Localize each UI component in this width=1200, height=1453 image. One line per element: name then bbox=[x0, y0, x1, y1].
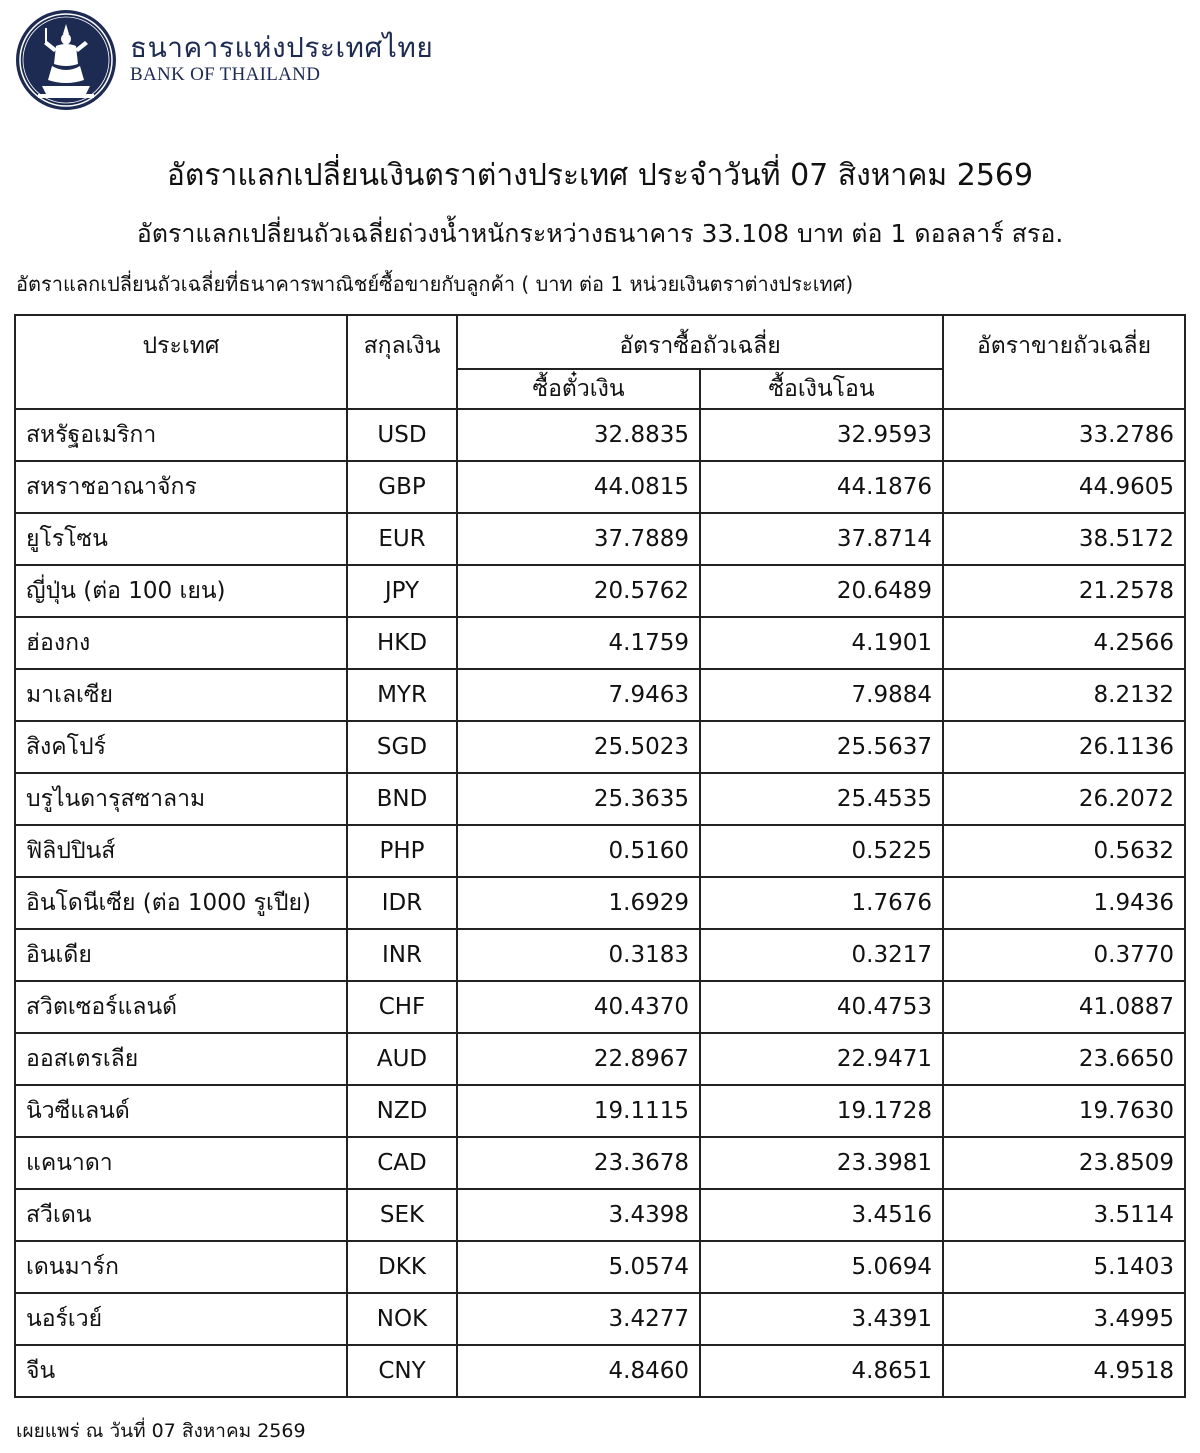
cell-buy-cash: 4.8460 bbox=[457, 1345, 700, 1397]
cell-country: อินโดนีเซีย (ต่อ 1000 รูเปีย) bbox=[15, 877, 347, 929]
cell-country: สิงคโปร์ bbox=[15, 721, 347, 773]
table-row bbox=[15, 565, 1185, 617]
page-subtitle: อัตราแลกเปลี่ยนถัวเฉลี่ยถ่วงน้ำหนักระหว่างธนาคาร 33.108 บาท ต่อ 1 ดอลลาร์ สรอ. bbox=[136, 219, 1064, 248]
cell-country: ยูโรโซน bbox=[15, 513, 347, 565]
cell-sell: 4.9518 bbox=[943, 1345, 1185, 1397]
cell-sell: 3.5114 bbox=[943, 1189, 1185, 1241]
cell-buy-transfer: 25.4535 bbox=[700, 773, 943, 825]
header-sell: อัตราขายถัวเฉลี่ย bbox=[943, 315, 1185, 409]
cell-currency: BND bbox=[347, 773, 457, 825]
header-buy-group: อัตราซื้อถัวเฉลี่ย bbox=[457, 315, 943, 369]
cell-country: ฮ่องกง bbox=[15, 617, 347, 669]
cell-currency: DKK bbox=[347, 1241, 457, 1293]
cell-buy-cash: 19.1115 bbox=[457, 1085, 700, 1137]
cell-currency: AUD bbox=[347, 1033, 457, 1085]
cell-sell: 4.2566 bbox=[943, 617, 1185, 669]
cell-country: สหราชอาณาจักร bbox=[15, 461, 347, 513]
header-country: ประเทศ bbox=[15, 315, 347, 409]
cell-currency: CHF bbox=[347, 981, 457, 1033]
cell-currency: EUR bbox=[347, 513, 457, 565]
cell-sell: 41.0887 bbox=[943, 981, 1185, 1033]
cell-buy-cash: 0.5160 bbox=[457, 825, 700, 877]
cell-currency: NOK bbox=[347, 1293, 457, 1345]
page-title: อัตราแลกเปลี่ยนเงินตราต่างประเทศ ประจำวันที่ 07 สิงหาคม 2569 bbox=[166, 158, 1034, 193]
bank-emblem-icon bbox=[14, 8, 118, 112]
cell-country: เดนมาร์ก bbox=[15, 1241, 347, 1293]
cell-buy-cash: 20.5762 bbox=[457, 565, 700, 617]
table-row bbox=[15, 825, 1185, 877]
cell-sell: 3.4995 bbox=[943, 1293, 1185, 1345]
table-row bbox=[15, 1345, 1185, 1397]
header-buy-transfer: ซื้อเงินโอน bbox=[700, 369, 943, 409]
cell-currency: JPY bbox=[347, 565, 457, 617]
cell-country: สวีเดน bbox=[15, 1189, 347, 1241]
cell-buy-cash: 25.3635 bbox=[457, 773, 700, 825]
table-row bbox=[15, 1293, 1185, 1345]
cell-buy-transfer: 4.8651 bbox=[700, 1345, 943, 1397]
table-note: อัตราแลกเปลี่ยนถัวเฉลี่ยที่ธนาคารพาณิชย์ซื้อขายกับลูกค้า ( บาท ต่อ 1 หน่วยเงินตราต่างประเทศ) bbox=[16, 272, 854, 296]
cell-buy-transfer: 5.0694 bbox=[700, 1241, 943, 1293]
cell-buy-cash: 1.6929 bbox=[457, 877, 700, 929]
cell-buy-transfer: 3.4516 bbox=[700, 1189, 943, 1241]
table-row bbox=[15, 513, 1185, 565]
table-row bbox=[15, 409, 1185, 461]
cell-currency: SEK bbox=[347, 1189, 457, 1241]
cell-buy-transfer: 0.5225 bbox=[700, 825, 943, 877]
cell-country: ญี่ปุ่น (ต่อ 100 เยน) bbox=[15, 565, 347, 617]
cell-buy-cash: 37.7889 bbox=[457, 513, 700, 565]
cell-currency: IDR bbox=[347, 877, 457, 929]
cell-country: บรูไนดารุสซาลาม bbox=[15, 773, 347, 825]
cell-buy-transfer: 20.6489 bbox=[700, 565, 943, 617]
cell-sell: 19.7630 bbox=[943, 1085, 1185, 1137]
cell-buy-transfer: 44.1876 bbox=[700, 461, 943, 513]
table-row bbox=[15, 617, 1185, 669]
table-row bbox=[15, 1137, 1185, 1189]
cell-sell: 26.2072 bbox=[943, 773, 1185, 825]
cell-sell: 26.1136 bbox=[943, 721, 1185, 773]
table-row bbox=[15, 461, 1185, 513]
cell-buy-cash: 3.4398 bbox=[457, 1189, 700, 1241]
cell-buy-transfer: 4.1901 bbox=[700, 617, 943, 669]
header-currency: สกุลเงิน bbox=[347, 315, 457, 409]
cell-country: สหรัฐอเมริกา bbox=[15, 409, 347, 461]
cell-buy-cash: 32.8835 bbox=[457, 409, 700, 461]
cell-buy-transfer: 37.8714 bbox=[700, 513, 943, 565]
table-row bbox=[15, 1085, 1185, 1137]
cell-country: จีน bbox=[15, 1345, 347, 1397]
cell-currency: NZD bbox=[347, 1085, 457, 1137]
cell-currency: MYR bbox=[347, 669, 457, 721]
cell-country: มาเลเซีย bbox=[15, 669, 347, 721]
cell-buy-transfer: 23.3981 bbox=[700, 1137, 943, 1189]
cell-currency: GBP bbox=[347, 461, 457, 513]
cell-sell: 5.1403 bbox=[943, 1241, 1185, 1293]
cell-buy-cash: 3.4277 bbox=[457, 1293, 700, 1345]
cell-buy-transfer: 0.3217 bbox=[700, 929, 943, 981]
table-row bbox=[15, 929, 1185, 981]
cell-country: แคนาดา bbox=[15, 1137, 347, 1189]
cell-buy-transfer: 40.4753 bbox=[700, 981, 943, 1033]
cell-currency: CNY bbox=[347, 1345, 457, 1397]
bank-name-thai: ธนาคารแห่งประเทศไทย bbox=[130, 31, 434, 64]
cell-buy-transfer: 1.7676 bbox=[700, 877, 943, 929]
cell-sell: 33.2786 bbox=[943, 409, 1185, 461]
cell-sell: 23.6650 bbox=[943, 1033, 1185, 1085]
cell-sell: 8.2132 bbox=[943, 669, 1185, 721]
bank-name-english: BANK OF THAILAND bbox=[130, 64, 321, 85]
cell-sell: 21.2578 bbox=[943, 565, 1185, 617]
cell-buy-cash: 40.4370 bbox=[457, 981, 700, 1033]
cell-buy-transfer: 19.1728 bbox=[700, 1085, 943, 1137]
table-row bbox=[15, 1189, 1185, 1241]
table-row bbox=[15, 721, 1185, 773]
table-row bbox=[15, 1241, 1185, 1293]
cell-buy-cash: 7.9463 bbox=[457, 669, 700, 721]
cell-buy-transfer: 32.9593 bbox=[700, 409, 943, 461]
cell-sell: 44.9605 bbox=[943, 461, 1185, 513]
cell-currency: CAD bbox=[347, 1137, 457, 1189]
cell-currency: PHP bbox=[347, 825, 457, 877]
cell-buy-transfer: 7.9884 bbox=[700, 669, 943, 721]
table-row bbox=[15, 877, 1185, 929]
cell-sell: 0.3770 bbox=[943, 929, 1185, 981]
cell-buy-cash: 5.0574 bbox=[457, 1241, 700, 1293]
table-row bbox=[15, 669, 1185, 721]
publish-date: เผยแพร่ ณ วันที่ 07 สิงหาคม 2569 bbox=[16, 1420, 306, 1442]
cell-currency: SGD bbox=[347, 721, 457, 773]
cell-sell: 1.9436 bbox=[943, 877, 1185, 929]
cell-buy-cash: 23.3678 bbox=[457, 1137, 700, 1189]
table-row bbox=[15, 1033, 1185, 1085]
cell-buy-cash: 44.0815 bbox=[457, 461, 700, 513]
cell-country: ฟิลิปปินส์ bbox=[15, 825, 347, 877]
table-row bbox=[15, 773, 1185, 825]
table-row bbox=[15, 981, 1185, 1033]
cell-currency: INR bbox=[347, 929, 457, 981]
cell-country: ออสเตรเลีย bbox=[15, 1033, 347, 1085]
header-buy-cash: ซื้อตั๋วเงิน bbox=[457, 369, 700, 409]
cell-country: อินเดีย bbox=[15, 929, 347, 981]
cell-buy-transfer: 25.5637 bbox=[700, 721, 943, 773]
cell-sell: 38.5172 bbox=[943, 513, 1185, 565]
cell-buy-cash: 4.1759 bbox=[457, 617, 700, 669]
cell-country: นิวซีแลนด์ bbox=[15, 1085, 347, 1137]
cell-sell: 23.8509 bbox=[943, 1137, 1185, 1189]
cell-buy-cash: 0.3183 bbox=[457, 929, 700, 981]
cell-currency: USD bbox=[347, 409, 457, 461]
cell-sell: 0.5632 bbox=[943, 825, 1185, 877]
table-body bbox=[15, 409, 1185, 1397]
cell-buy-transfer: 22.9471 bbox=[700, 1033, 943, 1085]
cell-buy-cash: 25.5023 bbox=[457, 721, 700, 773]
cell-currency: HKD bbox=[347, 617, 457, 669]
cell-buy-transfer: 3.4391 bbox=[700, 1293, 943, 1345]
cell-country: สวิตเซอร์แลนด์ bbox=[15, 981, 347, 1033]
exchange-rate-table bbox=[14, 314, 1186, 1398]
cell-country: นอร์เวย์ bbox=[15, 1293, 347, 1345]
cell-buy-cash: 22.8967 bbox=[457, 1033, 700, 1085]
